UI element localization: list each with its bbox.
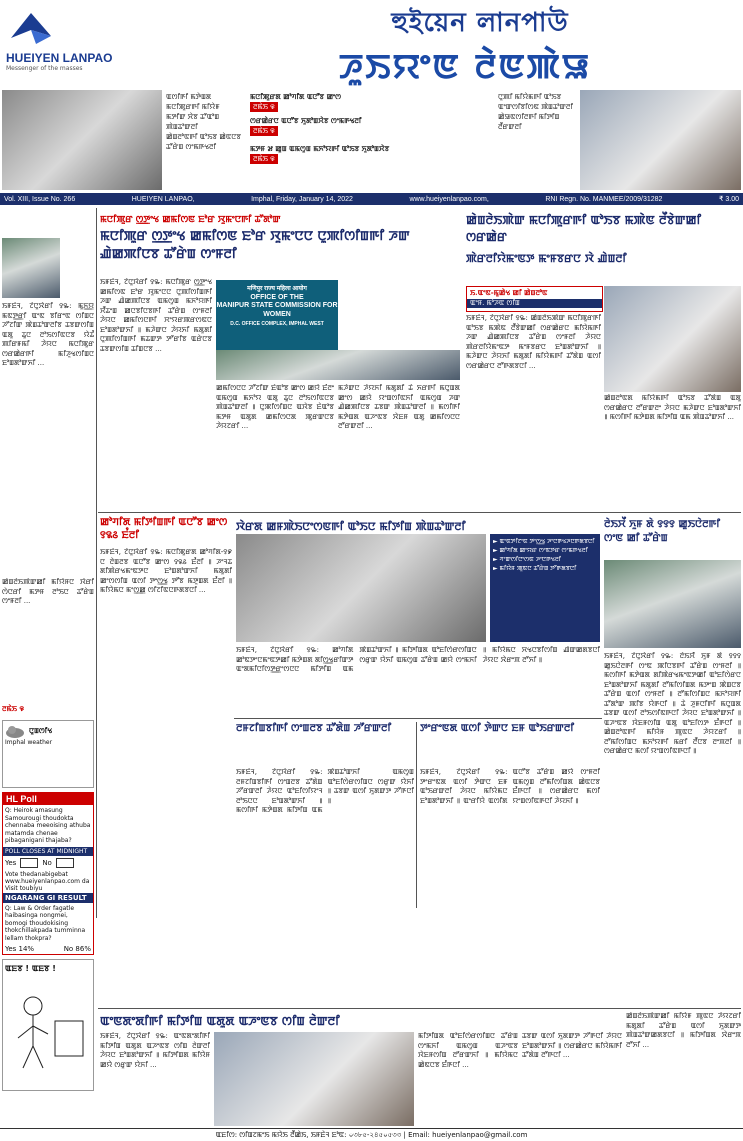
signboard-line-4: D.C. OFFICE COMPLEX, IMPHAL WEST: [230, 321, 324, 327]
right-story-text: ꯏꯝꯐꯥꯜ, ꯖꯥꯅꯨꯋꯥꯔꯤ ꯱꯳: ꯀꯥꯡꯂꯥꯏꯄꯥꯛ ꯃꯅꯤꯄꯨꯔꯒꯤ ꯑꯣꯏꯕ ꯃꯄꯥꯟ ꯂꯩꯕꯥꯛꯀꯤ ꯁꯔꯀꯥꯔꯅ ꯃꯤꯌꯥꯃꯒꯤ ꯍꯛ ꯉꯥꯀꯄꯤꯅꯕ ꯊꯧꯔꯥꯡ ꯁꯦꯝꯂꯤ ꯍꯥꯌꯅ ꯄꯥꯔꯂꯤꯌꯥꯃꯦꯟꯇ ꯃꯦꯝꯕꯔꯅ ꯐꯣꯡꯗꯣꯛꯈꯤ ꯫ ꯃꯍꯥꯛꯅ ꯍꯥꯌꯈꯤ ꯃꯗꯨꯗꯤ ꯃꯤꯌꯥꯃꯒꯤ ꯊꯧꯗꯥꯡ ꯑꯁꯤ ꯁꯔꯀꯥꯔꯅ ꯂꯧꯒꯗꯕꯅꯤ ...: [466, 314, 601, 370]
meeting-headline: ꯋꯥꯔꯗ ꯀꯝꯄꯥꯏꯅꯦꯁꯟꯒꯤ ꯑꯣꯏꯅ ꯃꯤꯇꯤꯡ ꯄꯥꯡꯊꯣꯛꯂꯤ: [236, 520, 466, 533]
logo-name: HUEIYEN LANPAO: [6, 51, 113, 65]
result-title: NGARANG GI RESULT: [3, 893, 93, 903]
weather-label: ꯅꯨꯡꯁꯤꯠ: [29, 726, 53, 735]
teaser-3-tag: ꯂꯃꯥꯏ ꯶: [250, 154, 278, 164]
volume-issue: Vol. XIII, Issue No. 266: [4, 195, 76, 203]
teaser-1: ꯃꯅꯤꯄꯨꯔꯗ ꯀꯣꯚꯤꯗ ꯑꯅꯧꯕ ꯀꯦꯁ: [250, 93, 342, 101]
rni-number: RNI Regn. No. MANMEE/2009/31282: [545, 195, 663, 203]
lower-right-text: ꯏꯝꯐꯥꯜ, ꯖꯥꯅꯨꯋꯥꯔꯤ ꯱꯳: ꯇꯦꯔꯦꯟꯗ ꯑꯁꯤ ꯇꯥꯛꯅ ꯐꯝ ꯑꯣꯏꯔꯛꯂꯤ ꯍꯥꯌꯅ ꯃꯤꯌꯥꯃꯅ ꯐꯣꯡꯗꯣꯛꯈꯤ ꯫ ꯑꯦꯔꯤꯌꯥ ꯑꯁꯤꯗ ꯑꯅꯧꯕ ꯊꯧꯔꯥꯡ ꯀꯌꯥ ꯁꯦꯝꯂꯤ ꯑꯃꯁꯨꯡ ꯂꯧꯃꯤꯁꯤꯡꯗ ꯀꯥꯟꯅꯕ ꯐꯪꯒꯅꯤ ꯫ ꯁꯔꯀꯥꯔꯅ ꯃꯁꯤ ꯌꯦꯡꯁꯤꯟꯒꯅꯤ ꯍꯥꯌꯈꯤ ꯫: [420, 768, 600, 805]
website: www.hueiyenlanpao.com,: [409, 195, 489, 203]
meeting-bullet-list: ► ꯑꯦꯟꯇꯤꯖꯦꯟ ꯇꯦꯁ꯭ꯠ ꯍꯦꯅꯒꯠꯍꯅꯒꯗꯕꯅꯤ ► ꯀꯣꯚꯤꯗ ꯀꯦꯌꯔ ꯁꯦꯟꯇꯔ ꯁꯦꯃꯒꯠꯂꯤ ► ꯚꯦꯛꯁꯤꯅꯦꯁꯟ ꯍꯦꯅꯒꯠꯂꯤ ► ꯃꯤꯌꯥꯝ ꯄꯨꯟꯅ ꯊꯧꯔꯥꯡ ꯇꯧꯒꯗꯕꯅꯤ: [493, 538, 595, 572]
covid-headline: ꯀꯣꯚꯤꯗ ꯃꯤꯇꯤꯡꯒꯤ ꯑꯅꯧꯕ ꯀꯦꯁ ꯱꯲꯴ ꯐꯪꯂꯤ: [100, 517, 228, 541]
mp-photo: [604, 286, 741, 392]
poll-question: Q: Heirok amasung Samourougi thoudokta chennaba meeoising athuba matamda chenae pibaganigani thajaba?: [5, 807, 91, 844]
divider: [98, 1008, 741, 1009]
byline-author: ꯑꯦꯝ. ꯃꯣꯍꯟ ꯁꯤꯡ: [467, 299, 602, 308]
result-yes: Yes 14%: [5, 945, 35, 953]
right-story-text-2: ꯀꯥꯡꯂꯣꯟꯗ ꯃꯤꯌꯥꯃꯒꯤ ꯑꯣꯏꯕ ꯊꯧꯗꯥꯡ ꯑꯗꯨ ꯁꯔꯀꯥꯔꯅ ꯂꯧꯔꯛꯂꯦ ꯍꯥꯌꯅ ꯃꯍꯥꯛꯅ ꯐꯣꯡꯗꯣꯛꯈꯤ ꯫ ꯃꯁꯤꯒꯤ ꯃꯇꯥꯡꯗ ꯃꯤꯇꯤꯡ ꯑꯃ ꯄꯥꯡꯊꯣꯛꯈꯤ ...: [604, 394, 741, 421]
lead-headline: ꯃꯅꯤꯄꯨꯔ ꯁ꯭ꯇꯦꯠ ꯀꯃꯤꯁꯟ ꯐꯣꯔ ꯋꯨꯃꯦꯅꯅ ꯅꯨꯄꯤꯁꯤꯡꯒꯤ ꯍꯛ ꯉꯥꯀꯄꯤꯅꯕ ꯊꯧꯔꯥꯡ ꯁꯦꯝꯂꯤ: [100, 229, 410, 262]
cartoon-figure-icon: [3, 976, 91, 1076]
left-page-link[interactable]: ꯂꯃꯥꯏ ꯶: [2, 704, 25, 713]
logo: [6, 8, 126, 83]
poll-title: HL Poll: [3, 793, 93, 805]
poll-yes-label: Yes: [5, 858, 17, 867]
bottom-col-1: ꯏꯝꯐꯥꯜ, ꯖꯥꯅꯨꯋꯥꯔꯤ ꯱꯳: ꯑꯦꯟꯗꯦꯗꯤꯒꯤ ꯃꯤꯇꯤꯡ ꯑꯗꯨꯗ ꯑꯍꯦꯟꯕ ꯁꯤꯡ ꯂꯥꯛꯂꯤ ꯍꯥꯌꯅ ꯐꯣꯡꯗꯣꯛꯈꯤ ꯫ ꯃꯤꯇꯤꯡꯗ ꯃꯤꯌꯥꯝ ꯀꯌꯥ ꯁꯔꯨꯛ ꯌꯥꯈꯤ ...: [100, 1032, 210, 1069]
top-right-teaser: ꯅꯨꯄꯤ ꯃꯤꯌꯥꯃꯒꯤ ꯑꯣꯏꯕ ꯑꯦꯛꯁꯤꯕꯤꯁꯟ ꯄꯥꯡꯊꯣꯛꯂꯤ ꯀꯥꯎꯟꯁꯤꯂꯒꯤ ꯃꯤꯇꯤꯡ ꯂꯩꯔꯛꯂꯤ: [498, 93, 573, 131]
cloud-icon: [5, 723, 25, 739]
left-sidebar: [2, 208, 94, 1126]
teaser-2-tag: ꯂꯃꯥꯏ ꯶: [250, 126, 278, 136]
info-bar: [0, 193, 743, 205]
office-signboard: [216, 280, 338, 350]
masthead-title-mayek: ꯍꯨꯏꯌꯦꯟ ꯂꯥꯟꯄꯥꯎ: [338, 47, 592, 87]
lead-col-1: ꯏꯝꯐꯥꯜ, ꯖꯥꯅꯨꯋꯥꯔꯤ ꯱꯳: ꯃꯅꯤꯄꯨꯔ ꯁ꯭ꯇꯦꯠ ꯀꯃꯤꯁꯟ ꯐꯣꯔ ꯋꯨꯃꯦꯅꯅ ꯅꯨꯄꯤꯁꯤꯡꯒꯤ ꯍꯛ ꯉꯥꯀꯄꯤꯅꯕ ꯑꯃꯁꯨꯡ ꯃꯈꯣꯌꯒꯤ ꯆꯩꯊꯦꯡ ꯀꯅꯕꯤꯅꯕꯒꯤ ꯊꯧꯔꯥꯡ ꯁꯦꯝꯂꯤ ꯍꯥꯌꯅ ꯀꯃꯤꯁꯅꯒꯤ ꯆꯦꯌꯔꯄꯔꯁꯟꯅ ꯐꯣꯡꯗꯣꯛꯈꯤ ꯫ ꯃꯍꯥꯛꯅ ꯍꯥꯌꯈꯤ ꯃꯗꯨꯗꯤ ꯅꯨꯄꯤꯁꯤꯡꯒꯤ ꯃꯊꯛꯇ ꯇꯧꯔꯤꯕ ꯑꯔꯥꯅꯕ ꯊꯕꯛꯁꯤꯡ ꯊꯤꯡꯅꯕ ...: [100, 278, 212, 353]
poll-vote-text: Vote thedanabigebat www.hueiyenlanpao.com da Visit toubiyu: [5, 870, 90, 892]
bottom-col-4: ꯀꯥꯡꯂꯥꯏꯄꯥꯛꯀꯤ ꯃꯤꯌꯥꯝ ꯄꯨꯟꯅ ꯍꯥꯌꯖꯔꯤ ꯃꯗꯨꯗꯤ ꯊꯧꯔꯥꯡ ꯑꯁꯤ ꯈꯨꯗꯛꯇ ꯄꯥꯡꯊꯣꯛꯀꯗꯕꯅꯤ ꯫ ꯃꯤꯇꯤꯡꯗ ꯋꯥꯔꯦꯞ ꯂꯧꯈꯤ ...: [626, 1012, 741, 1049]
signboard-line-1: मणिपुर राज्य महिला आयोग: [247, 286, 307, 292]
logo-tagline: Messenger of the masses: [6, 65, 83, 72]
bottom-headline: ꯑꯦꯟꯗꯦꯗꯤꯒꯤ ꯃꯤꯇꯤꯡ ꯑꯗꯨꯗ ꯑꯍꯦꯟꯕ ꯁꯤꯡ ꯂꯥꯛꯂꯤ: [100, 1014, 340, 1028]
cartoon-title: ꯑꯐꯕ ! ꯑꯐꯕ !: [5, 964, 56, 973]
result-no: No 86%: [63, 945, 91, 953]
masthead-title-bengali: হুইয়েন লানপাউ: [391, 8, 569, 38]
right-col-headline: ꯂꯥꯏꯆꯩ ꯈꯨꯝ ꯗꯥ ꯱꯱꯱ ꯀꯨꯏꯅꯥꯂꯒꯤ ꯁꯦꯟ ꯀꯤ ꯊꯧꯔꯥꯡ: [604, 519, 721, 544]
red-kicker: ꯃꯅꯤꯄꯨꯔ ꯁ꯭ꯇꯦꯠ ꯀꯃꯤꯁꯟ ꯐꯣꯔ ꯋꯨꯃꯦꯅꯒꯤ ꯊꯧꯗꯣꯛ: [100, 215, 281, 225]
dateline: Imphal, Friday, January 14, 2022: [251, 195, 353, 203]
left-col-text-2: ꯀꯥꯡꯂꯥꯏꯄꯥꯛꯀꯤ ꯃꯤꯌꯥꯝꯅ ꯋꯥꯔꯤ ꯁꯥꯅꯔꯤ ꯃꯇꯝ ꯂꯣꯏꯅ ꯊꯧꯔꯥꯡ ꯁꯦꯝꯂꯤ ...: [2, 578, 94, 605]
divider: [234, 718, 602, 719]
left-col-text-1: ꯏꯝꯐꯥꯜ, ꯖꯥꯅꯨꯋꯥꯔꯤ ꯱꯳: ꯃꯨꯈ꯭ꯌ ꯃꯟꯇ꯭ꯔꯤ ꯑꯦꯟ ꯕꯤꯔꯦꯟ ꯁꯤꯡꯅ ꯍꯧꯖꯤꯛ ꯄꯥꯡꯊꯣꯛꯂꯤꯕ ꯊꯕꯛꯁꯤꯡ ꯑꯗꯨ ꯊꯨꯅ ꯂꯣꯏꯁꯤꯟꯅꯕ ꯌꯥꯊꯪ ꯄꯤꯔꯝꯃꯤ ꯍꯥꯌꯅ ꯃꯅꯤꯄꯨꯔ ꯁꯔꯀꯥꯔꯒꯤ ꯃꯤꯍꯨꯠꯁꯤꯡꯅ ꯐꯣꯡꯗꯣꯛꯈꯤ ...: [2, 302, 94, 367]
lower-right-headline: ꯇꯦꯔꯦꯟꯗ ꯑꯁꯤ ꯇꯥꯛꯅ ꯐꯝ ꯑꯣꯏꯔꯛꯂꯤ: [420, 723, 574, 734]
footer: ꯑꯐꯤꯁ: ꯁꯤꯡꯖꯃꯦꯏ ꯃꯌꯥꯏ ꯂꯩꯀꯥꯏ, ꯏꯝꯐꯥꯜ ꯐꯣꯟ: ০৩৮৫-২৪৫০৫৩৩ | Email: hueiyenlanpao@gmail.com: [0, 1128, 743, 1141]
price: ₹ 3.00: [718, 196, 739, 203]
poll-box: [2, 792, 94, 955]
cartoon-box: [2, 959, 94, 1091]
byline-kicker: ꯏ.ꯑꯦꯟ-ꯃꯨꯀꯥꯠ ꯀꯤ ꯀꯥꯡꯂꯣꯟ: [470, 288, 548, 297]
top-left-photo: [2, 90, 162, 190]
meeting-photo: [236, 534, 486, 642]
poll-no-box[interactable]: [56, 858, 74, 868]
right-headline: ꯀꯥꯡꯂꯥꯏꯄꯥꯛ ꯃꯅꯤꯄꯨꯔꯒꯤ ꯑꯣꯏꯕ ꯃꯄꯥꯟ ꯂꯩꯕꯥꯛꯀꯤ ꯁꯔꯀꯥꯔ: [466, 213, 701, 244]
lead-col-3: ꯃꯍꯥꯛꯅ ꯍꯥꯌꯈꯤ ꯃꯗꯨꯗꯤ ꯊꯥ ꯈꯔꯒꯤ ꯃꯅꯨꯡꯗ ꯀꯦꯁ ꯀꯌꯥ ꯌꯦꯡꯁꯤꯟꯈꯤ ꯑꯃꯁꯨꯡ ꯍꯛ ꯉꯥꯀꯄꯤꯅꯕ ꯊꯕꯛ ꯄꯥꯡꯊꯣꯛꯂꯤ ꯫ ꯃꯁꯤꯒꯤ ꯃꯇꯥꯡꯗ ꯑꯍꯦꯟꯕ ꯋꯥꯐꯝ ꯑꯗꯨ ꯀꯃꯤꯁꯅꯅ ꯂꯧꯔꯛꯂꯤ ...: [338, 384, 460, 430]
weather-box: [2, 720, 94, 788]
divider: [416, 722, 417, 908]
right-col-photo: [604, 560, 741, 648]
lower-left-headline: ꯂꯝꯖꯤꯡꯕꯤꯒꯤ ꯁꯦꯡꯂꯕ ꯊꯧꯗꯥꯡ ꯍꯧꯔꯛꯂꯤ: [236, 723, 392, 734]
office-photo: [216, 350, 460, 380]
poll-closes: POLL CLOSES AT MIDNIGHT: [3, 847, 93, 856]
top-center-teasers: [250, 92, 495, 190]
bottom-col-3: ꯊꯕꯛ ꯑꯁꯤ ꯈꯨꯗꯛꯇ ꯍꯧꯒꯅꯤ ꯍꯥꯌꯅ ꯐꯣꯡꯗꯣꯛꯈꯤ ꯫ ꯁꯔꯀꯥꯔꯅ ꯃꯤꯌꯥꯃꯒꯤ ꯊꯧꯗꯥꯡ ꯂꯧꯒꯅꯤ ...: [522, 1032, 622, 1059]
lead-col-2: ꯀꯃꯤꯁꯅꯅ ꯍꯧꯖꯤꯛ ꯐꯥꯑꯣꯕ ꯀꯦꯁ ꯀꯌꯥ ꯐꯪꯂꯦ ꯑꯃꯁꯨꯡ ꯃꯈꯣꯌ ꯑꯗꯨ ꯊꯨꯅ ꯂꯣꯏꯁꯤꯟꯅꯕ ꯄꯥꯡꯊꯣꯛꯂꯤ ꯫ ꯅꯨꯄꯤꯁꯤꯡꯅ ꯑꯋꯥꯕ ꯐꯥꯑꯣꯕ ꯃꯇꯝ ꯑꯗꯨꯗ ꯀꯃꯤꯁꯅꯗ ꯄꯨꯔꯛꯅꯕ ꯍꯥꯌꯖꯔꯤ ...: [216, 384, 334, 430]
bottom-photo: [214, 1032, 414, 1126]
divider: [98, 512, 741, 513]
paper-name: HUEIYEN LANPAO,: [131, 195, 195, 203]
teaser-1-tag: ꯂꯃꯥꯏ ꯶: [250, 102, 278, 112]
poll-yes-box[interactable]: [20, 858, 38, 868]
bottom-col-2: ꯃꯤꯇꯤꯡꯗ ꯑꯣꯐꯤꯁꯥꯔꯁꯤꯡꯅ ꯊꯧꯔꯥꯡ ꯁꯦꯃꯈꯤ ꯑꯃꯁꯨꯡ ꯑꯍꯦꯟꯕ ꯋꯥꯐꯝꯁꯤꯡ ꯂꯧꯔꯛꯈꯤ ꯫ ꯃꯤꯌꯥꯃꯅ ꯀꯥꯟꯅꯕ ꯐꯪꯒꯅꯤ ...: [418, 1032, 518, 1069]
weather-text: Imphal weather: [5, 739, 53, 746]
covid-text: ꯏꯝꯐꯥꯜ, ꯖꯥꯅꯨꯋꯥꯔꯤ ꯱꯳: ꯃꯅꯤꯄꯨꯔꯗ ꯀꯣꯚꯤꯗ-꯱꯹ ꯅ ꯂꯥꯡꯂꯕ ꯑꯅꯧꯕ ꯀꯦꯁ ꯱꯲꯴ ꯐꯪꯂꯤ ꯫ ꯍꯦꯜꯊ ꯗꯤꯄꯥꯔꯠꯃꯦꯟꯇꯅ ꯐꯣꯡꯗꯣꯛꯈꯤ ꯃꯗꯨꯗꯤ ꯀꯦꯁꯁꯤꯡ ꯑꯁꯤ ꯇꯦꯁ꯭ꯠ ꯇꯧꯕ ꯃꯇꯨꯡꯗ ꯐꯪꯂꯤ ꯫ ꯃꯤꯌꯥꯃꯅ ꯃꯦꯁ꯭ꯀ ꯁꯤꯖꯤꯟꯅꯒꯗꯕꯅꯤ ...: [100, 548, 232, 594]
top-left-teaser: ꯑꯁꯤꯒꯤ ꯃꯇꯥꯡꯗ ꯃꯅꯤꯄꯨꯔꯒꯤ ꯃꯤꯌꯥꯝ ꯃꯇꯤꯛ ꯆꯥꯕ ꯊꯧꯑꯣꯡ ꯄꯥꯡꯊꯣꯛꯂꯤ ꯀꯥꯡꯂꯣꯟꯒꯤ ꯑꯣꯏꯕ ꯀꯥꯟꯅꯕ ꯊꯧꯔꯥꯡ ꯁꯦꯃꯒꯠꯂꯤ: [166, 93, 241, 151]
poll-no-label: No: [42, 858, 52, 867]
meeting-text: ꯏꯝꯐꯥꯜ, ꯖꯥꯅꯨꯋꯥꯔꯤ ꯱꯳: ꯀꯣꯚꯤꯗ ꯀꯣꯟꯇꯦꯅꯃꯦꯟꯇꯀꯤ ꯃꯇꯥꯡꯗ ꯗꯤꯁ꯭ꯠꯔꯤꯛꯇ ꯑꯦꯗꯃꯤꯅꯤꯁꯇ꯭ꯔꯦꯁꯅꯅ ꯃꯤꯇꯤꯡ ꯑꯃ ꯄꯥꯡꯊꯣꯛꯈꯤ ꯫ ꯃꯤꯇꯤꯡꯗ ꯑꯣꯐꯤꯁꯥꯔꯁꯤꯡꯅ ꯁꯔꯨꯛ ꯌꯥꯈꯤ ꯑꯃꯁꯨꯡ ꯊꯧꯔꯥꯡ ꯀꯌꯥ ꯁꯦꯃꯈꯤ ꯫ ꯃꯤꯌꯥꯃꯅ ꯆꯠꯅꯕꯤꯁꯤꯡ ꯉꯥꯛꯀꯗꯕꯅꯤ ꯍꯥꯌꯅ ꯋꯥꯔꯦꯞ ꯂꯧꯈꯤ ꯫: [236, 646, 600, 673]
cm-photo: [2, 238, 60, 298]
top-right-photo: [580, 90, 741, 190]
right-col-text: ꯏꯝꯐꯥꯜ, ꯖꯥꯅꯨꯋꯥꯔꯤ ꯱꯳: ꯂꯥꯏꯆꯩ ꯈꯨꯝ ꯗꯥ ꯱꯱꯱ ꯀꯨꯏꯅꯥꯂꯒꯤ ꯁꯦꯟ ꯄꯤꯅꯕꯒꯤ ꯊꯧꯔꯥꯡ ꯁꯦꯝꯂꯤ ꯫ ꯃꯁꯤꯒꯤ ꯃꯇꯥꯡꯗ ꯗꯤꯄꯥꯔꯠꯃꯦꯟꯇꯀꯤ ꯑꯣꯐꯤꯁꯥꯔꯅ ꯐꯣꯡꯗꯣꯛꯈꯤ ꯃꯗꯨꯗꯤ ꯂꯧꯃꯤꯁꯤꯡꯗ ꯃꯇꯦꯡ ꯄꯥꯡꯅꯕ ꯊꯧꯔꯥꯡ ꯑꯁꯤ ꯁꯦꯝꯂꯤ ꯫ ꯂꯧꯃꯤꯁꯤꯡꯅ ꯃꯈꯣꯌꯒꯤ ꯊꯧꯗꯣꯛ ꯄꯤꯕ ꯌꯥꯒꯅꯤ ꯫ ꯊꯥ ꯍꯨꯝꯅꯤꯒꯤ ꯃꯅꯨꯡꯗ ꯊꯕꯛ ꯑꯁꯤ ꯂꯣꯏꯁꯤꯟꯒꯅꯤ ꯍꯥꯌꯅ ꯐꯣꯡꯗꯣꯛꯈꯤ ꯫ ꯑꯍꯦꯟꯕ ꯋꯥꯐꯝꯁꯤꯡ ꯑꯗꯨ ꯑꯣꯐꯤꯁꯇ ꯐꯪꯒꯅꯤ ꯫ ꯀꯥꯡꯂꯣꯟꯒꯤ ꯃꯤꯌꯥꯝ ꯄꯨꯟꯅ ꯍꯥꯌꯖꯔꯤ ꯫ ꯂꯧꯃꯤꯁꯤꯡꯅ ꯃꯈꯣꯌꯒꯤ ꯃꯔꯤ ꯂꯩꯅꯕ ꯂꯦꯞꯂꯤ ꯫ ꯁꯔꯀꯥꯔꯅ ꯃꯁꯤ ꯌꯦꯡꯁꯤꯟꯒꯅꯤ ꯫: [604, 652, 741, 755]
signboard-line-3: MANIPUR STATE COMMISSION FOR WOMEN: [216, 302, 338, 318]
right-subheadline: ꯄꯥꯔꯂꯤꯌꯥꯃꯦꯟꯇ ꯃꯦꯝꯕꯔꯅ ꯋꯥ ꯉꯥꯡꯂꯤ: [466, 252, 627, 265]
teaser-3: ꯃꯇꯝ ꯷ ꯀꯨꯡ ꯑꯃꯁꯨꯡ ꯃꯈꯣꯌꯒꯤ ꯑꯣꯏꯕ ꯈꯨꯗꯣꯡꯆꯥꯕ: [250, 145, 390, 153]
lower-left-text: ꯏꯝꯐꯥꯜ, ꯖꯥꯅꯨꯋꯥꯔꯤ ꯱꯳: ꯂꯝꯖꯤꯡꯕꯤꯒꯤ ꯁꯦꯡꯂꯕ ꯊꯧꯗꯥꯡ ꯍꯧꯔꯛꯂꯤ ꯍꯥꯌꯅ ꯑꯣꯐꯤꯁꯤꯌꯦꯜ ꯂꯣꯏꯅꯅ ꯐꯣꯡꯗꯣꯛꯈꯤ ꯫ ꯃꯁꯤꯒꯤ ꯃꯇꯥꯡꯗ ꯃꯤꯇꯤꯡ ꯑꯃ ꯄꯥꯡꯊꯣꯛꯈꯤ ꯑꯃꯁꯨꯡ ꯑꯣꯐꯤꯁꯥꯔꯁꯤꯡꯅ ꯁꯔꯨꯛ ꯌꯥꯈꯤ ꯫ ꯊꯕꯛ ꯑꯁꯤ ꯈꯨꯗꯛꯇ ꯍꯧꯒꯅꯤ ꯫: [236, 768, 414, 814]
signboard-line-2: OFFICE OF THE: [250, 294, 304, 301]
teaser-2: ꯁꯔꯀꯥꯔꯅ ꯑꯅꯧꯕ ꯈꯨꯗꯣꯡꯆꯥꯕ ꯁꯦꯃꯒꯠꯂꯤ: [250, 117, 362, 125]
byline-box: [466, 286, 603, 312]
result-question: Q: Law & Order fagatle haibasinga nongmei, bomogi thoudokising thokchillakpada tumminna lellam thokpra?: [5, 904, 86, 942]
meeting-bullets: [490, 534, 600, 642]
divider: [96, 208, 97, 918]
origami-bird-icon: [6, 8, 56, 48]
